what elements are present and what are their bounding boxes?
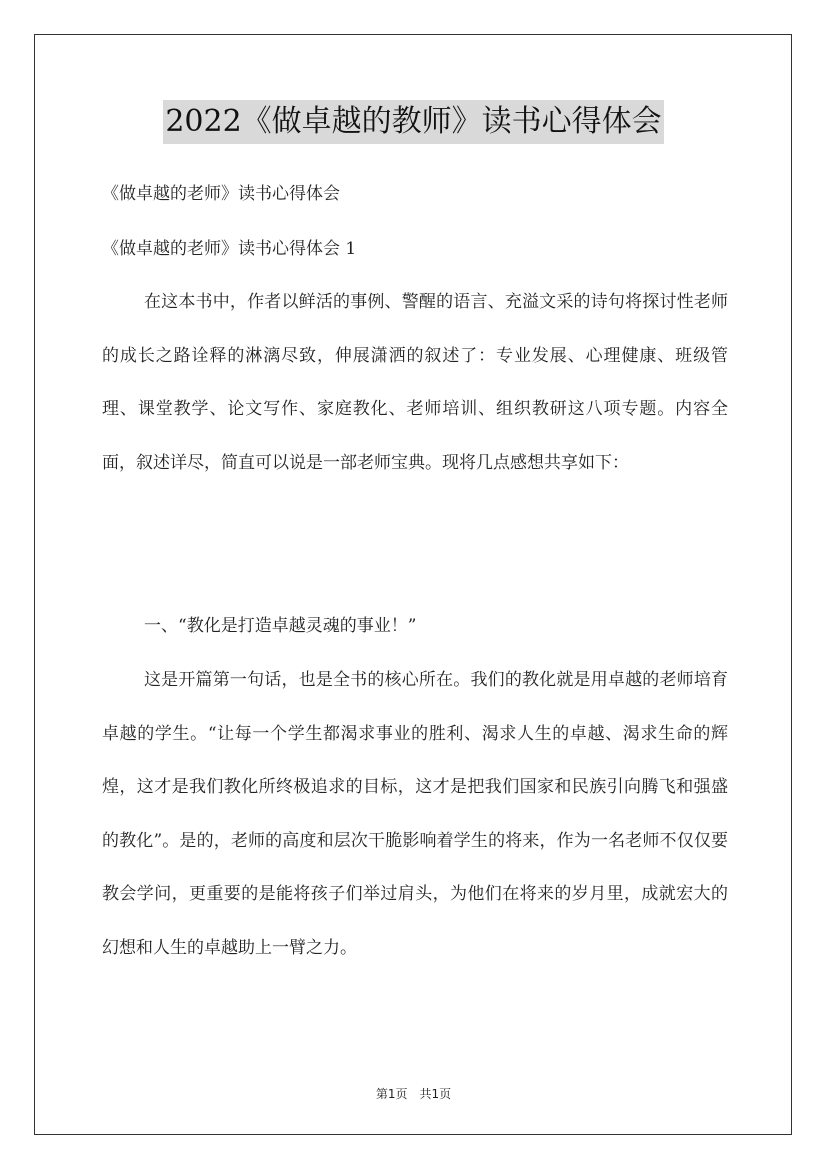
document-title: 2022《做卓越的教师》读书心得体会 <box>163 100 663 144</box>
point-1-heading: 一、“教化是打造卓越灵魂的事业！” <box>144 616 417 636</box>
section-heading: 《做卓越的老师》读书心得体会 1 <box>102 239 357 259</box>
paragraph-1: 在这本书中，作者以鲜活的事例、警醒的语言、充溢文采的诗句将探讨性老师的成长之路诠释的淋漓尽致，伸展潇洒的叙述了：专业发展、心理健康、班级管理、课堂教学、论文写作、家庭教化、老师培训、组织教研这八项专题。内容全面，叙述详尽，简直可以说是一部老师宝典。现将几点感想共享如下： <box>102 292 728 473</box>
paragraph-2: 这是开篇第一句话，也是全书的核心所在。我们的教化就是用卓越的老师培育卓越的学生。“让每一个学生都渴求事业的胜利、渴求人生的卓越、渴求生命的辉煌，这才是我们教化所终极追求的目标，这才是把我们国家和民族引向腾飞和强盛的教化”。是的，老师的高度和层次干脆影响着学生的将来，作为一名老师不仅仅要教会学问，更重要的是能将孩子们举过肩头，为他们在将来的岁月里，成就宏大的幻想和人生的卓越助上一臂之力。 <box>102 670 728 958</box>
page-footer: 第1页 共1页 <box>375 1087 452 1101</box>
document-subtitle: 《做卓越的老师》读书心得体会 <box>102 184 340 204</box>
title-container <box>0 100 827 144</box>
